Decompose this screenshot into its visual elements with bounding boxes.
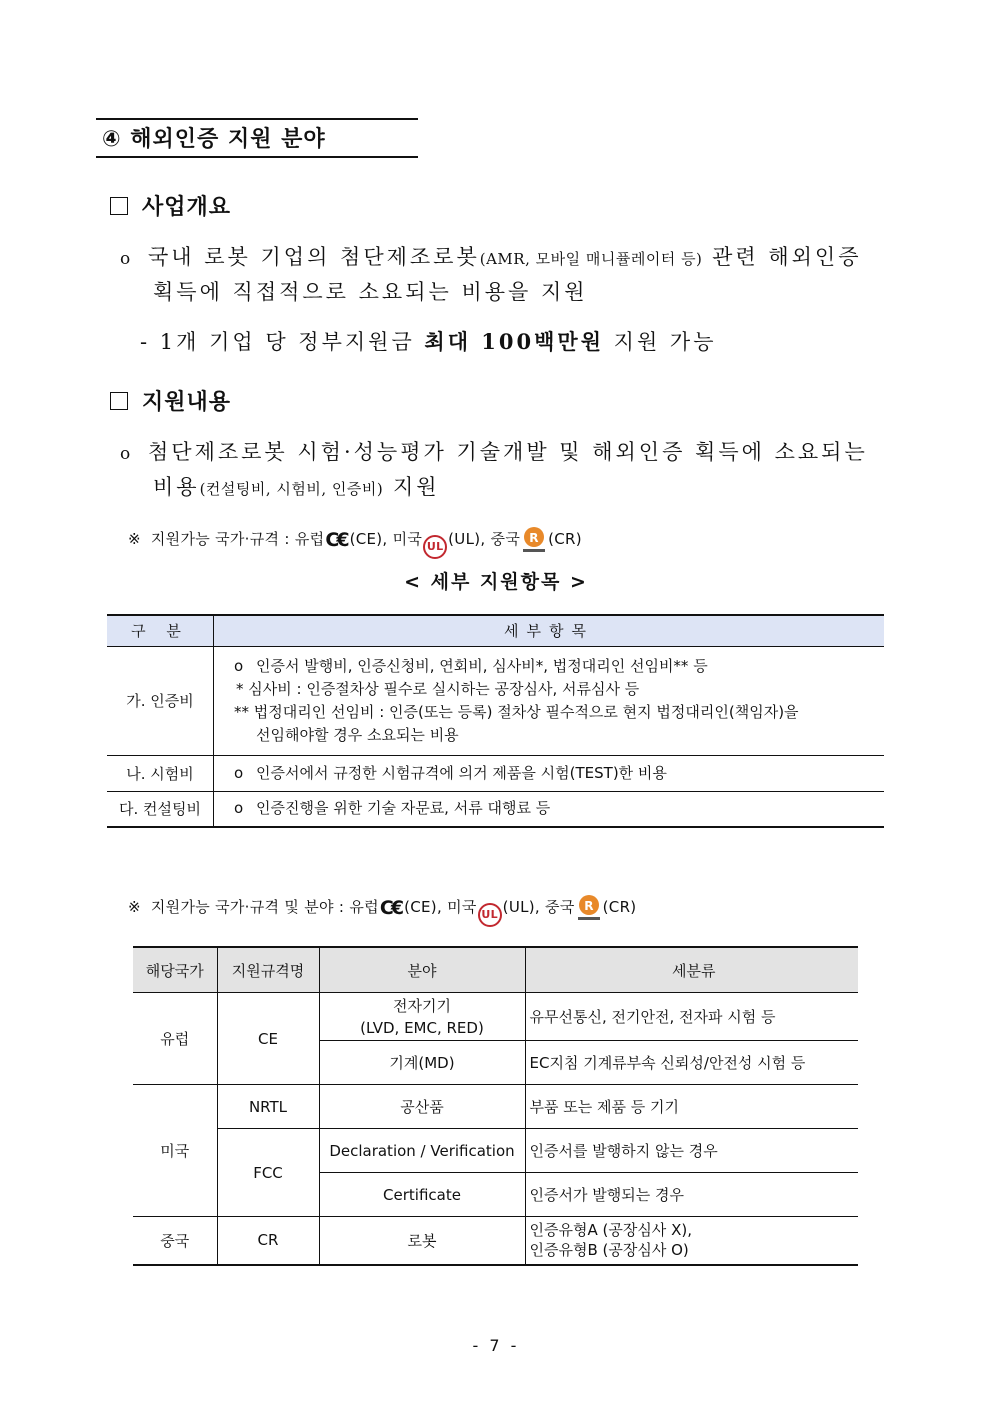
page-number: - 7 - — [472, 1336, 520, 1355]
support-heading: 지원내용 — [110, 385, 231, 416]
table-header-cell: 세분류 — [525, 947, 858, 993]
table-row — [133, 1217, 858, 1265]
row-detail: o 인증서에서 규정한 시험규격에 의거 제품을 시험(TEST)한 비용 — [214, 755, 885, 791]
detail-cell: 인증서가 발행되는 경우 — [525, 1173, 858, 1217]
table-row — [133, 993, 858, 1041]
support-bullet-line1: o 첨단제조로봇 시험·성능평가 기술개발 및 해외인증 획득에 소요되는 — [120, 440, 868, 464]
section-title: ④ 해외인증 지원 분야 — [96, 118, 418, 158]
standard-cell: FCC — [217, 1129, 319, 1217]
standard-cell: CR — [217, 1217, 319, 1265]
detail-cell: 인증유형A (공장심사 X), 인증유형B (공장심사 O) — [525, 1217, 858, 1265]
overview-dash-line: - 1개 기업 당 정부지원금 최대 100백만원 지원 가능 — [140, 329, 717, 354]
country-cell: 미국 — [133, 1085, 217, 1217]
row-detail: o 인증서 발행비, 인증신청비, 연회비, 심사비*, 법정대리인 선임비** 등 * 심사비 : 인증절차상 필수로 실시하는 공장심사, 서류심사 등 ** 법정대리인 선임비 : 인증(또는 등록) 절차상 필수적으로 현지 법정대리인(책임자)을 선임해야할 경우 소요되는 비용 — [214, 646, 885, 755]
table-row — [107, 791, 884, 827]
table-header-cell: 구 분 — [107, 615, 214, 646]
table-header-cell: 해당국가 — [133, 947, 217, 993]
row-detail: o 인증진행을 위한 기술 자문료, 서류 대행료 등 — [214, 791, 885, 827]
svg-text:R: R — [583, 899, 594, 913]
table-row — [133, 1129, 858, 1173]
table-header-cell: 분야 — [319, 947, 525, 993]
country-cell: 유럽 — [133, 993, 217, 1085]
table-row — [107, 646, 884, 755]
bullet-circle-icon: o — [234, 656, 244, 675]
standard-cell: CE — [217, 993, 319, 1085]
overview-heading: 사업개요 — [110, 190, 231, 221]
svg-text:R: R — [529, 531, 539, 545]
row-label: 가. 인증비 — [107, 646, 214, 755]
ul-mark-icon: UL — [478, 903, 502, 927]
bullet-circle-icon: o — [120, 444, 131, 464]
field-cell: Certificate — [319, 1173, 525, 1217]
note-supported-countries: ※ 지원가능 국가·규격 : 유럽C€ (CE), 미국 UL (UL), 중국 R (CR) — [128, 526, 582, 559]
field-cell: 로봇 — [319, 1217, 525, 1265]
detail-cell: 인증서를 발행하지 않는 경우 — [525, 1129, 858, 1173]
checkbox-square-icon — [110, 392, 128, 410]
bullet-circle-icon: o — [120, 249, 131, 269]
field-cell: 공산품 — [319, 1085, 525, 1129]
detail-cell: EC지침 기계류부속 신뢰성/안전성 시험 등 — [525, 1041, 858, 1085]
standard-cell: NRTL — [217, 1085, 319, 1129]
table1-title: < 세부 지원항목 > — [404, 571, 588, 593]
overview-bullet-line1: o 국내 로봇 기업의 첨단제조로봇(AMR, 모바일 매니퓰레이터 등) 관련 해외인증 — [120, 245, 862, 269]
table-row — [107, 755, 884, 791]
table-row — [133, 1085, 858, 1129]
detail-cell: 부품 또는 제품 등 기기 — [525, 1085, 858, 1129]
row-label: 다. 컨설팅비 — [107, 791, 214, 827]
ce-mark-icon: C€ — [325, 529, 347, 551]
support-bullet-line2: 비용(컨설팅비, 시험비, 인증비) 지원 — [153, 475, 440, 499]
note-supported-fields: ※ 지원가능 국가·규격 및 분야 : 유럽C€ (CE), 미국 UL (UL), 중국 R (CR) — [128, 894, 636, 927]
field-cell: Declaration / Verification — [319, 1129, 525, 1173]
field-cell: 기계(MD) — [319, 1041, 525, 1085]
detail-cell: 유무선통신, 전기안전, 전자파 시험 등 — [525, 993, 858, 1041]
overview-bullet-line2: 획득에 직접적으로 소요되는 비용을 지원 — [153, 280, 588, 304]
table-header-cell: 세부항목 — [214, 615, 885, 646]
table-header-row — [107, 615, 884, 646]
checkbox-square-icon — [110, 197, 128, 215]
table-header-cell: 지원규격명 — [217, 947, 319, 993]
country-cell: 중국 — [133, 1217, 217, 1265]
field-cell: 전자기기 (LVD, EMC, RED) — [319, 993, 525, 1041]
row-label: 나. 시험비 — [107, 755, 214, 791]
ce-mark-icon: C€ — [379, 897, 402, 919]
table-header-row — [133, 947, 858, 993]
ul-mark-icon: UL — [423, 535, 447, 559]
cr-mark-icon — [521, 526, 547, 558]
support-items-table — [107, 614, 884, 828]
certification-fields-table — [133, 946, 858, 1266]
bullet-circle-icon: o — [234, 799, 244, 818]
bullet-circle-icon: o — [234, 763, 244, 782]
cr-mark-icon — [576, 894, 602, 926]
